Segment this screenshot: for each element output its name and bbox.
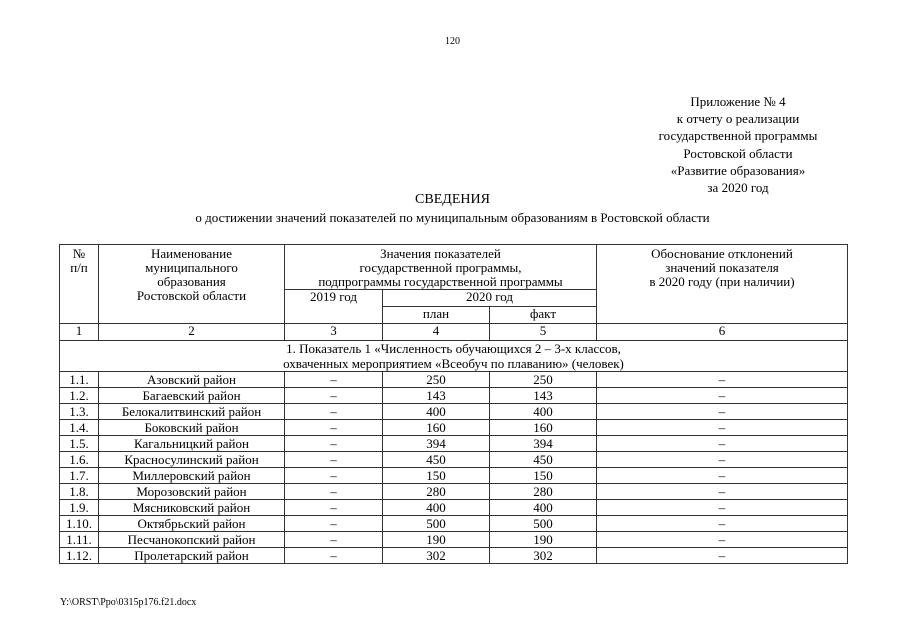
deviation-note: –	[597, 420, 848, 436]
appendix-line: Ростовской области	[683, 145, 793, 161]
table-row	[60, 532, 848, 548]
value-fact: 150	[490, 468, 597, 484]
row-number: 1.10.	[60, 516, 99, 532]
district-name: Боковский район	[99, 420, 285, 436]
row-number: 1.11.	[60, 532, 99, 548]
col-number: 3	[285, 324, 383, 341]
value-2019: –	[285, 436, 383, 452]
district-name: Пролетарский район	[99, 548, 285, 564]
district-name: Морозовский район	[99, 484, 285, 500]
col-number: 6	[597, 324, 848, 341]
deviation-note: –	[597, 388, 848, 404]
appendix-line: за 2020 год	[707, 180, 769, 196]
page-number: 120	[445, 36, 460, 47]
deviation-note: –	[597, 468, 848, 484]
row-number: 1.6.	[60, 452, 99, 468]
row-number: 1.8.	[60, 484, 99, 500]
value-2019: –	[285, 532, 383, 548]
document-title: СВЕДЕНИЯ	[415, 192, 490, 207]
col-number: 5	[490, 324, 597, 341]
value-fact: 143	[490, 388, 597, 404]
col-number: 1	[60, 324, 99, 341]
appendix-line: государственной программы	[658, 128, 818, 144]
header-row	[60, 245, 848, 290]
value-fact: 500	[490, 516, 597, 532]
value-plan: 190	[383, 532, 490, 548]
district-name: Кагальницкий район	[99, 436, 285, 452]
header-num: № п/п	[60, 245, 99, 324]
indicators-table	[59, 244, 848, 564]
district-name: Миллеровский район	[99, 468, 285, 484]
table-row	[60, 516, 848, 532]
header-name: Наименование муниципального образования Ростовской области	[99, 245, 285, 324]
table-row	[60, 388, 848, 404]
district-name: Белокалитвинский район	[99, 404, 285, 420]
district-name: Красносулинский район	[99, 452, 285, 468]
deviation-note: –	[597, 516, 848, 532]
value-2019: –	[285, 388, 383, 404]
district-name: Багаевский район	[99, 388, 285, 404]
value-2019: –	[285, 468, 383, 484]
deviation-note: –	[597, 500, 848, 516]
value-fact: 302	[490, 548, 597, 564]
col-number: 4	[383, 324, 490, 341]
deviation-note: –	[597, 548, 848, 564]
value-fact: 160	[490, 420, 597, 436]
table-row	[60, 436, 848, 452]
section-title: 1. Показатель 1 «Численность обучающихся 2 – 3-х классов, охваченных мероприятием «Всеобуч по плаванию» (человек)	[60, 341, 848, 372]
row-number: 1.12.	[60, 548, 99, 564]
value-2019: –	[285, 452, 383, 468]
footer-file-path: Y:\ORST\Ppo\0315p176.f21.docx	[60, 597, 197, 608]
value-2019: –	[285, 484, 383, 500]
table-row	[60, 452, 848, 468]
value-2019: –	[285, 372, 383, 388]
value-fact: 450	[490, 452, 597, 468]
deviation-note: –	[597, 532, 848, 548]
value-plan: 250	[383, 372, 490, 388]
col-number: 2	[99, 324, 285, 341]
column-numbers-row	[60, 324, 848, 341]
value-plan: 143	[383, 388, 490, 404]
row-number: 1.2.	[60, 388, 99, 404]
value-plan: 500	[383, 516, 490, 532]
table-row	[60, 548, 848, 564]
document-subtitle: о достижении значений показателей по муниципальным образованиям в Ростовской области	[195, 210, 710, 225]
table-row	[60, 372, 848, 388]
value-fact: 280	[490, 484, 597, 500]
district-name: Мясниковский район	[99, 500, 285, 516]
value-2019: –	[285, 516, 383, 532]
district-name: Песчанокопский район	[99, 532, 285, 548]
header-plan: план	[383, 307, 490, 324]
table-row	[60, 500, 848, 516]
appendix-line: к отчету о реализации	[676, 111, 800, 127]
value-2019: –	[285, 420, 383, 436]
deviation-note: –	[597, 452, 848, 468]
value-2019: –	[285, 404, 383, 420]
header-year-2019: 2019 год	[285, 290, 383, 324]
value-fact: 250	[490, 372, 597, 388]
deviation-note: –	[597, 436, 848, 452]
header-justification: Обоснование отклонений значений показателя в 2020 году (при наличии)	[597, 245, 848, 324]
value-2019: –	[285, 548, 383, 564]
table-row	[60, 404, 848, 420]
header-year-2020: 2020 год	[383, 290, 597, 307]
value-2019: –	[285, 500, 383, 516]
appendix-block	[618, 93, 858, 196]
header-values: Значения показателей государственной программы, подпрограммы государственной программы	[285, 245, 597, 290]
value-plan: 160	[383, 420, 490, 436]
table-row	[60, 420, 848, 436]
value-fact: 190	[490, 532, 597, 548]
value-plan: 150	[383, 468, 490, 484]
row-number: 1.9.	[60, 500, 99, 516]
district-name: Азовский район	[99, 372, 285, 388]
value-plan: 302	[383, 548, 490, 564]
deviation-note: –	[597, 404, 848, 420]
row-number: 1.7.	[60, 468, 99, 484]
row-number: 1.1.	[60, 372, 99, 388]
value-plan: 394	[383, 436, 490, 452]
row-number: 1.5.	[60, 436, 99, 452]
value-plan: 450	[383, 452, 490, 468]
deviation-note: –	[597, 484, 848, 500]
appendix-line: «Развитие образования»	[670, 162, 806, 178]
table-row	[60, 484, 848, 500]
value-fact: 400	[490, 404, 597, 420]
row-number: 1.3.	[60, 404, 99, 420]
table-row	[60, 468, 848, 484]
value-plan: 400	[383, 500, 490, 516]
district-name: Октябрьский район	[99, 516, 285, 532]
value-fact: 400	[490, 500, 597, 516]
header-fact: факт	[490, 307, 597, 324]
section-row	[60, 341, 848, 372]
value-plan: 400	[383, 404, 490, 420]
deviation-note: –	[597, 372, 848, 388]
appendix-line: Приложение № 4	[690, 94, 786, 109]
row-number: 1.4.	[60, 420, 99, 436]
value-fact: 394	[490, 436, 597, 452]
value-plan: 280	[383, 484, 490, 500]
